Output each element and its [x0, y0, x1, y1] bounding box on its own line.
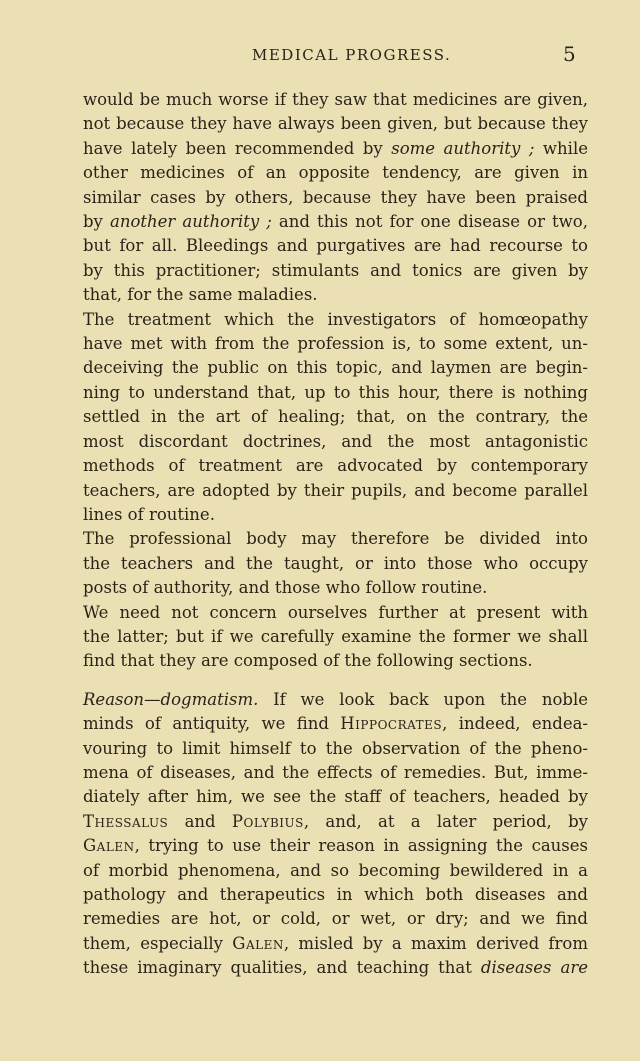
text-line	[83, 161, 588, 185]
text-line	[83, 601, 588, 625]
text-segment: lines of routine.	[83, 504, 215, 524]
paragraph	[83, 688, 588, 981]
text-line	[83, 649, 588, 673]
text-segment: them, especially	[83, 933, 233, 953]
text-line	[83, 186, 588, 210]
text-segment: similar cases by others, because they have been praised	[83, 187, 588, 207]
running-title: MEDICAL PROGRESS.	[252, 46, 452, 64]
text-line	[83, 454, 588, 478]
text-segment: and this not for one disease or two,	[271, 212, 588, 232]
text-line	[83, 688, 588, 712]
text-line	[83, 332, 588, 356]
paragraph-gap	[83, 674, 588, 688]
text-line	[83, 88, 588, 112]
text-line	[83, 737, 588, 761]
text-segment: deceiving the public on this topic, and laymen are begin-	[83, 358, 588, 378]
text-segment: We need not concern ourselves further at present with	[83, 602, 588, 622]
text-line	[83, 883, 588, 907]
text-segment: but for all. Bleedings and purgatives are had recourse to	[83, 236, 588, 256]
body-text	[83, 88, 588, 981]
text-segment: mena of diseases, and the effects of remedies. But, imme-	[83, 762, 588, 782]
italic-text: some authority ;	[391, 138, 535, 158]
text-line	[83, 137, 588, 161]
text-segment: find that they are composed of the following sections.	[83, 651, 533, 671]
text-segment: the teachers and the taught, or into those who occupy	[83, 553, 588, 573]
text-segment: would be much worse if they saw that medicines are given,	[83, 90, 588, 109]
text-segment: If we look back upon the noble	[258, 689, 588, 709]
text-line	[83, 430, 588, 454]
text-segment: , indeed, endea-	[442, 714, 588, 734]
running-head	[0, 42, 640, 72]
text-line	[83, 834, 588, 858]
paragraph	[83, 88, 588, 308]
text-line	[83, 112, 588, 136]
text-segment: by this practitioner; stimulants and tonics are given by	[83, 260, 588, 280]
text-segment: other medicines of an opposite tendency, are given in	[83, 163, 588, 183]
small-caps-name: Thessalus	[83, 811, 169, 831]
text-line	[83, 785, 588, 809]
text-segment: that, for the same maladies.	[83, 285, 318, 305]
italic-text: another authority ;	[109, 212, 272, 232]
text-segment: , and, at a later period, by	[303, 811, 588, 831]
text-segment: diately after him, we see the staff of teachers, headed by	[83, 787, 588, 807]
text-line	[83, 405, 588, 429]
text-segment: remedies are hot, or cold, or wet, or dry; and we find	[83, 909, 588, 929]
text-line	[83, 956, 588, 980]
text-segment: not because they have always been given, but because they	[83, 114, 588, 134]
text-line	[83, 381, 588, 405]
text-segment: The professional body may therefore be divided into	[83, 529, 588, 549]
text-segment: most discordant doctrines, and the most antagonistic	[83, 431, 588, 451]
text-line	[83, 503, 588, 527]
text-line	[83, 810, 588, 834]
text-segment: methods of treatment are advocated by contemporary	[83, 456, 588, 476]
text-segment: these imaginary qualities, and teaching that	[83, 958, 481, 978]
text-segment: while	[534, 138, 588, 158]
text-segment: The treatment which the investigators of homœopathy	[83, 309, 588, 329]
text-segment: , trying to use their reason in assigning the causes	[134, 836, 588, 856]
text-segment: posts of authority, and those who follow routine.	[83, 578, 488, 598]
text-line	[83, 259, 588, 283]
text-line	[83, 527, 588, 551]
text-line	[83, 308, 588, 332]
text-line	[83, 210, 588, 234]
text-line	[83, 283, 588, 307]
text-line	[83, 552, 588, 576]
text-line	[83, 576, 588, 600]
text-line	[83, 761, 588, 785]
text-segment: vouring to limit himself to the observation of the pheno-	[83, 738, 588, 758]
text-line	[83, 859, 588, 883]
text-line	[83, 712, 588, 736]
text-segment: by	[83, 212, 110, 232]
text-segment: , misled by a maxim derived from	[283, 933, 588, 953]
small-caps-name: Galen	[83, 836, 135, 856]
paragraph	[83, 308, 588, 528]
paragraph	[83, 601, 588, 674]
text-segment: teachers, are adopted by their pupils, and become parallel	[83, 480, 588, 500]
text-segment: minds of antiquity, we find	[83, 714, 341, 734]
text-segment: ning to understand that, up to this hour, there is nothing	[83, 382, 588, 402]
italic-text: diseases are	[480, 958, 589, 978]
small-caps-name: Polybius	[231, 811, 304, 831]
text-line	[83, 907, 588, 931]
text-line	[83, 479, 588, 503]
text-segment: pathology and therapeutics in which both diseases and	[83, 885, 588, 904]
text-line	[83, 932, 588, 956]
small-caps-name: Hippocrates	[340, 714, 443, 734]
text-segment: settled in the art of healing; that, on the contrary, the	[83, 407, 588, 427]
paragraph	[83, 527, 588, 600]
text-segment: the latter; but if we carefully examine the former we shall	[83, 626, 588, 646]
small-caps-name: Galen	[232, 933, 284, 953]
text-segment: of morbid phenomena, and so becoming bewildered in a	[83, 860, 588, 880]
text-line	[83, 356, 588, 380]
text-segment: have met with from the profession is, to some extent, un-	[83, 334, 588, 354]
italic-text: Reason—dogmatism.	[83, 689, 259, 709]
text-segment: and	[168, 811, 232, 831]
text-segment: have lately been recommended by	[83, 138, 392, 158]
page-number: 5	[563, 42, 576, 66]
text-line	[83, 234, 588, 258]
text-line	[83, 625, 588, 649]
